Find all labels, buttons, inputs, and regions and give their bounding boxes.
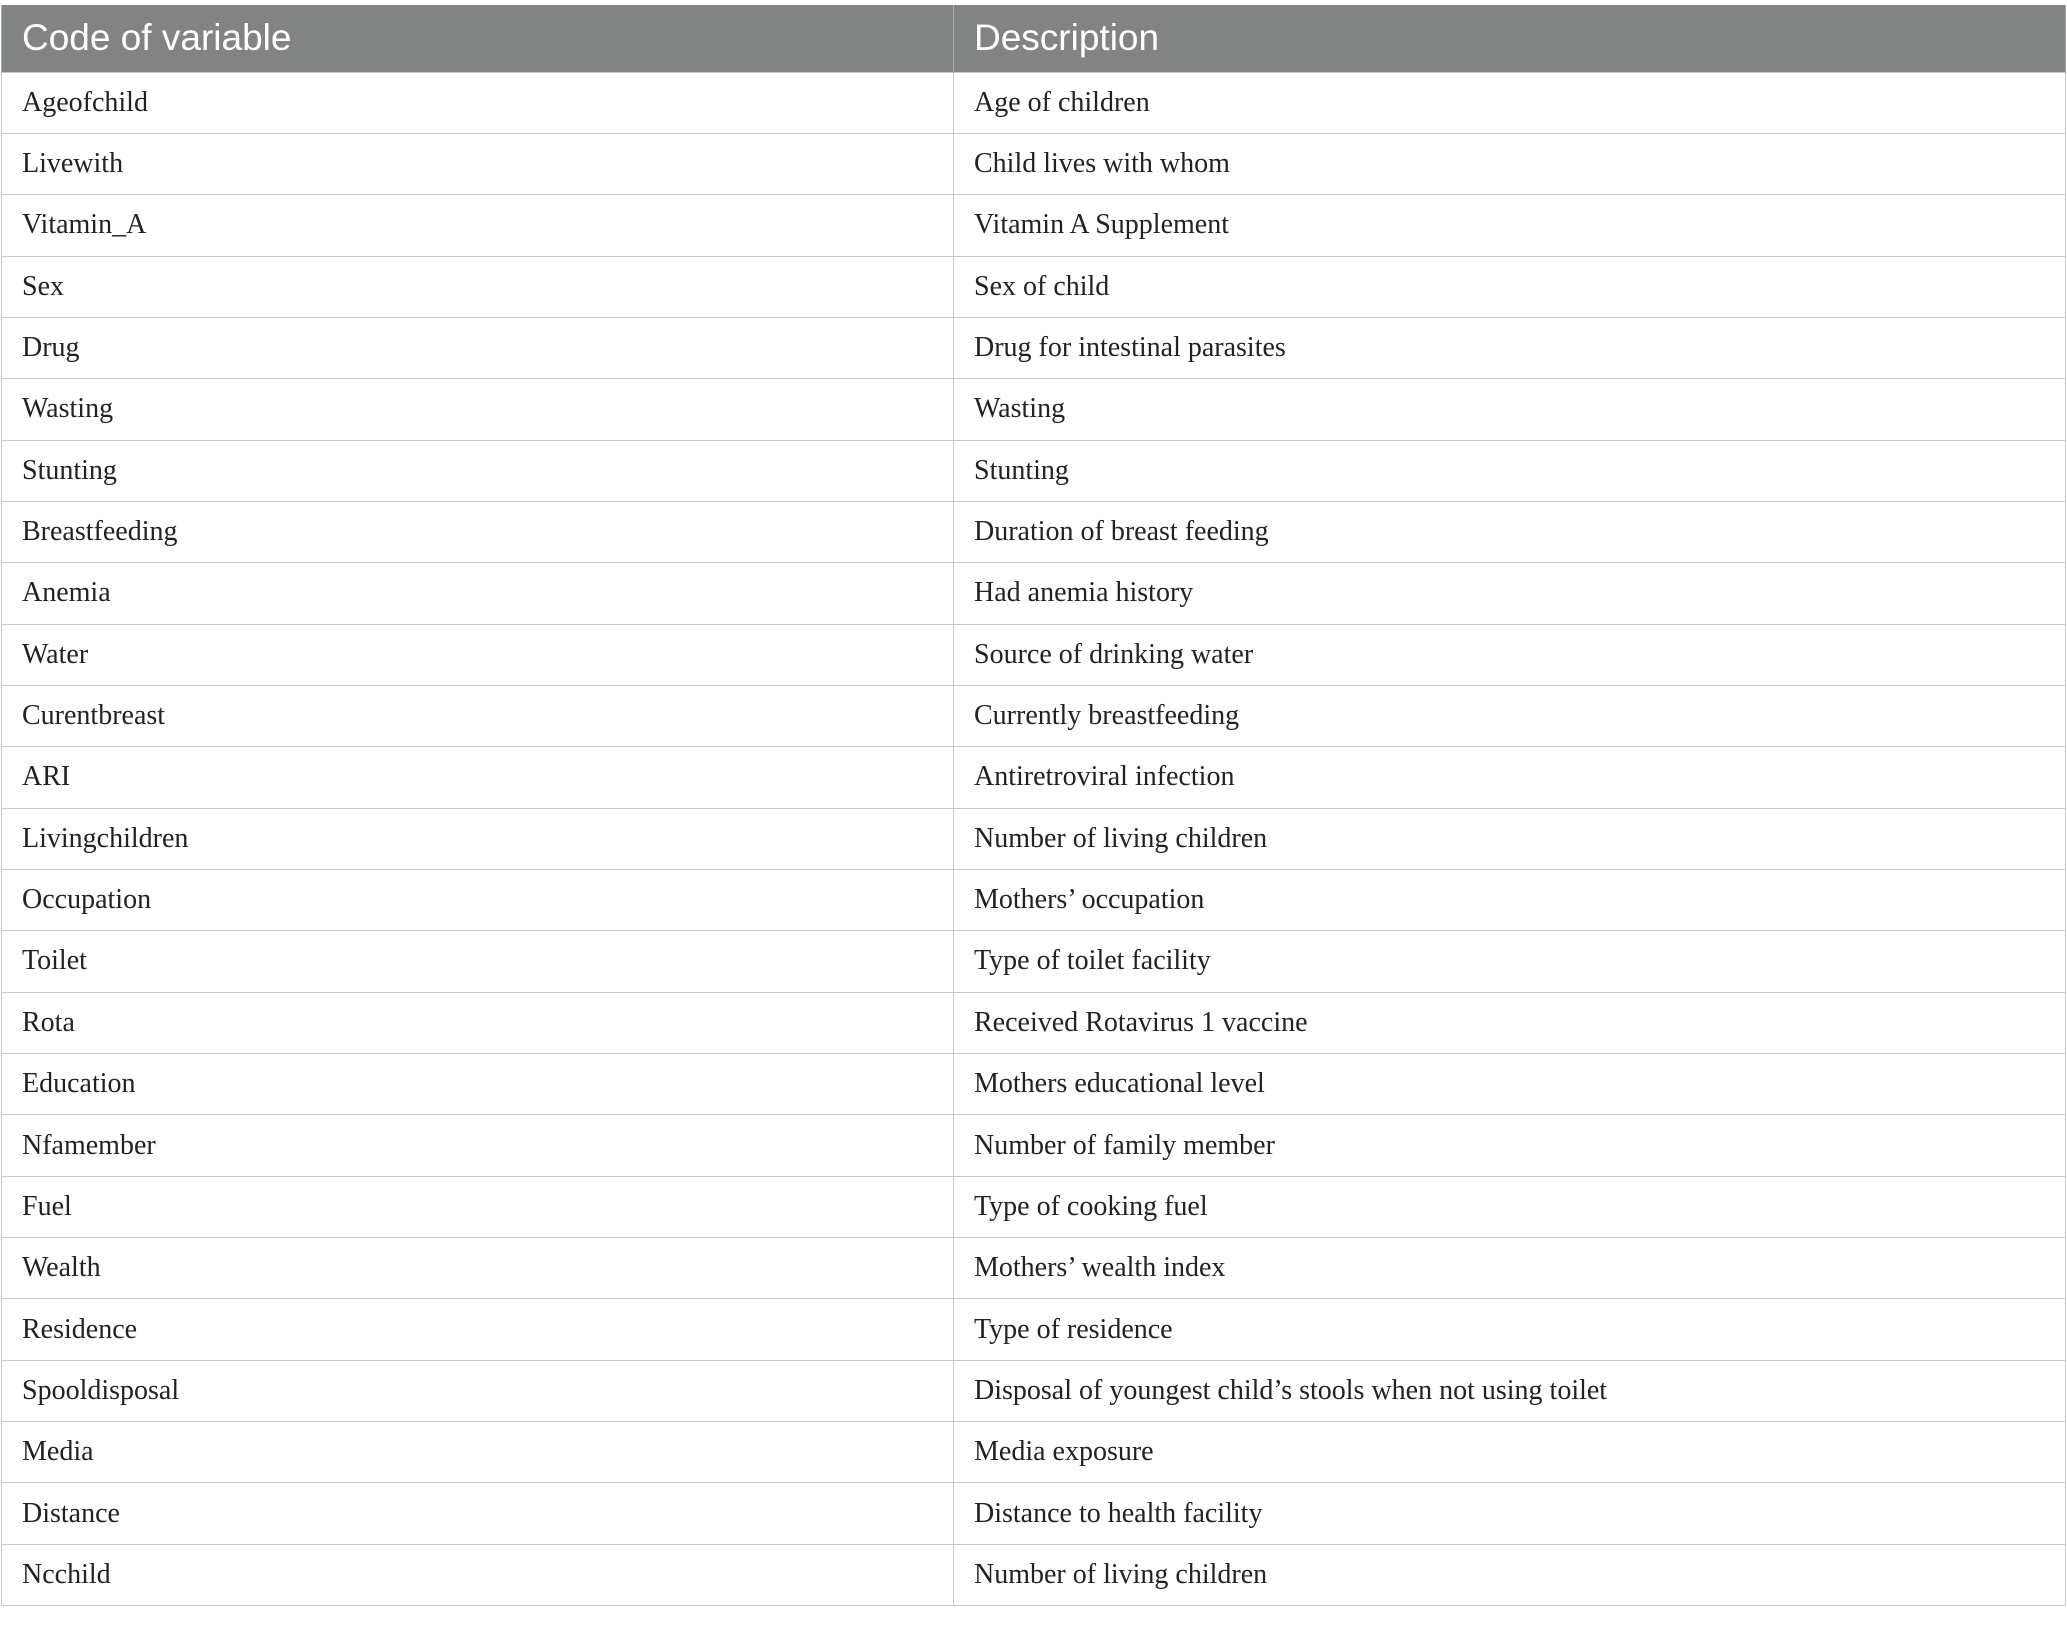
table-row xyxy=(2,685,2066,746)
cell-variable-code: Occupation xyxy=(2,869,954,930)
table-row xyxy=(2,72,2066,133)
cell-description: Mothers educational level xyxy=(954,1054,2066,1115)
table-row xyxy=(2,501,2066,562)
cell-description: Sex of child xyxy=(954,256,2066,317)
cell-variable-code: Residence xyxy=(2,1299,954,1360)
table-row xyxy=(2,1544,2066,1605)
table-row xyxy=(2,195,2066,256)
header-row xyxy=(2,5,2066,72)
cell-variable-code: Distance xyxy=(2,1483,954,1544)
table-row xyxy=(2,256,2066,317)
table-row xyxy=(2,563,2066,624)
cell-description: Number of family member xyxy=(954,1115,2066,1176)
cell-description: Source of drinking water xyxy=(954,624,2066,685)
table-row xyxy=(2,931,2066,992)
cell-description: Number of living children xyxy=(954,1544,2066,1605)
cell-description: Mothers’ wealth index xyxy=(954,1238,2066,1299)
cell-description: Child lives with whom xyxy=(954,133,2066,194)
cell-description: Media exposure xyxy=(954,1422,2066,1483)
cell-variable-code: Curentbreast xyxy=(2,685,954,746)
table-row xyxy=(2,992,2066,1053)
variable-table xyxy=(1,5,2066,1606)
cell-description: Received Rotavirus 1 vaccine xyxy=(954,992,2066,1053)
cell-variable-code: Anemia xyxy=(2,563,954,624)
cell-description: Currently breastfeeding xyxy=(954,685,2066,746)
cell-description: Type of toilet facility xyxy=(954,931,2066,992)
header-code-of-variable: Code of variable xyxy=(2,5,954,72)
cell-description: Disposal of youngest child’s stools when not using toilet xyxy=(954,1360,2066,1421)
cell-variable-code: ARI xyxy=(2,747,954,808)
cell-variable-code: Water xyxy=(2,624,954,685)
cell-variable-code: Stunting xyxy=(2,440,954,501)
table-row xyxy=(2,1360,2066,1421)
table-row xyxy=(2,624,2066,685)
cell-variable-code: Sex xyxy=(2,256,954,317)
table-row xyxy=(2,1422,2066,1483)
cell-variable-code: Spooldisposal xyxy=(2,1360,954,1421)
table-row xyxy=(2,379,2066,440)
cell-variable-code: Toilet xyxy=(2,931,954,992)
cell-variable-code: Rota xyxy=(2,992,954,1053)
table-header xyxy=(2,5,2066,72)
cell-description: Age of children xyxy=(954,72,2066,133)
table-row xyxy=(2,440,2066,501)
cell-variable-code: Fuel xyxy=(2,1176,954,1237)
table-row xyxy=(2,1483,2066,1544)
cell-variable-code: Drug xyxy=(2,317,954,378)
cell-description: Type of residence xyxy=(954,1299,2066,1360)
table-row xyxy=(2,133,2066,194)
cell-variable-code: Ageofchild xyxy=(2,72,954,133)
cell-description: Had anemia history xyxy=(954,563,2066,624)
table-row xyxy=(2,1299,2066,1360)
cell-description: Type of cooking fuel xyxy=(954,1176,2066,1237)
cell-variable-code: Media xyxy=(2,1422,954,1483)
table-row xyxy=(2,1115,2066,1176)
cell-variable-code: Wealth xyxy=(2,1238,954,1299)
cell-description: Mothers’ occupation xyxy=(954,869,2066,930)
cell-description: Distance to health facility xyxy=(954,1483,2066,1544)
cell-description: Wasting xyxy=(954,379,2066,440)
cell-variable-code: Livewith xyxy=(2,133,954,194)
cell-description: Antiretroviral infection xyxy=(954,747,2066,808)
cell-description: Duration of breast feeding xyxy=(954,501,2066,562)
cell-variable-code: Vitamin_A xyxy=(2,195,954,256)
table-row xyxy=(2,1238,2066,1299)
cell-description: Number of living children xyxy=(954,808,2066,869)
table-row xyxy=(2,747,2066,808)
variable-table-container xyxy=(1,5,2065,1606)
cell-description: Drug for intestinal parasites xyxy=(954,317,2066,378)
table-row xyxy=(2,1176,2066,1237)
cell-variable-code: Livingchildren xyxy=(2,808,954,869)
table-row xyxy=(2,1054,2066,1115)
table-row xyxy=(2,808,2066,869)
cell-variable-code: Ncchild xyxy=(2,1544,954,1605)
table-body xyxy=(2,72,2066,1606)
header-description: Description xyxy=(954,5,2066,72)
cell-variable-code: Education xyxy=(2,1054,954,1115)
cell-variable-code: Breastfeeding xyxy=(2,501,954,562)
table-row xyxy=(2,869,2066,930)
cell-variable-code: Nfamember xyxy=(2,1115,954,1176)
cell-description: Stunting xyxy=(954,440,2066,501)
cell-variable-code: Wasting xyxy=(2,379,954,440)
table-row xyxy=(2,317,2066,378)
cell-description: Vitamin A Supplement xyxy=(954,195,2066,256)
